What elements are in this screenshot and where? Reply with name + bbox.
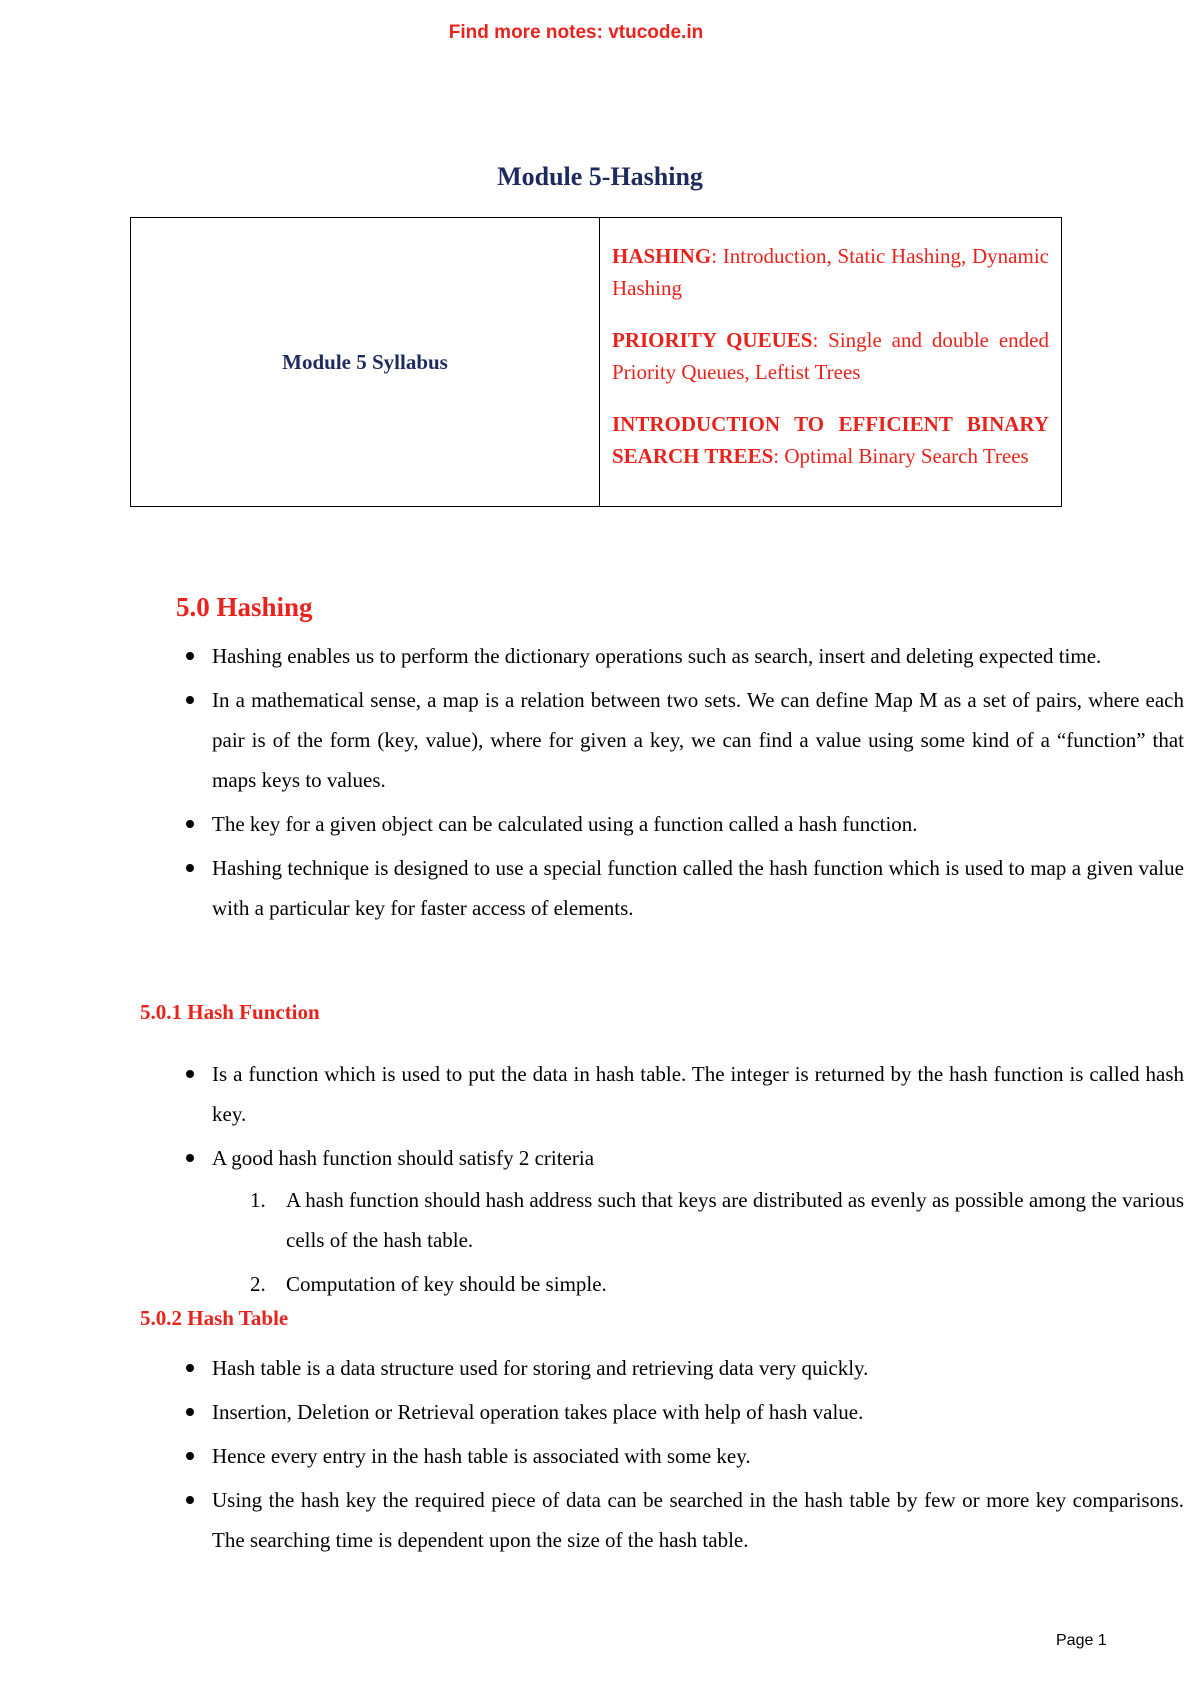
bullet-icon	[186, 1496, 194, 1504]
list-item-text: The key for a given object can be calculated using a function called a hash function.	[212, 812, 918, 836]
bullet-icon	[186, 1154, 194, 1162]
list-item-text: Hash table is a data structure used for storing and retrieving data very quickly.	[212, 1356, 869, 1380]
list-item	[212, 848, 1184, 928]
bullet-icon	[186, 652, 194, 660]
hashing-bullet-list	[212, 636, 1184, 932]
list-item	[212, 1138, 1184, 1178]
list-item-text: Hashing technique is designed to use a special function called the hash function which is used to map a given value with a particular key for faster access of elements.	[212, 856, 1184, 920]
list-item-text: Hence every entry in the hash table is associated with some key.	[212, 1444, 751, 1468]
list-item	[212, 1436, 1184, 1476]
list-item-text: Using the hash key the required piece of data can be searched in the hash table by few or more key comparisons. The searching time is dependent upon the size of the hash table.	[212, 1488, 1184, 1552]
criteria-numbered-list	[250, 1180, 1184, 1308]
syllabus-entry-head: INTRODUCTION TO EFFICIENT BINARY SEARCH TREES	[612, 412, 1049, 468]
bullet-icon	[186, 864, 194, 872]
bullet-icon	[186, 1408, 194, 1416]
page-title: Module 5-Hashing	[497, 162, 703, 191]
syllabus-entry-head: HASHING	[612, 244, 712, 268]
list-number: 2.	[250, 1272, 266, 1296]
bullet-icon	[186, 820, 194, 828]
list-item-text: Computation of key should be simple.	[286, 1272, 607, 1296]
syllabus-entry	[612, 408, 1049, 472]
list-item	[212, 636, 1184, 676]
syllabus-entry-text: : Single and double ended Priority Queues, Leftist Trees	[612, 328, 1049, 384]
syllabus-entry	[612, 324, 1049, 388]
list-item-text: Insertion, Deletion or Retrieval operation takes place with help of hash value.	[212, 1400, 864, 1424]
list-item	[212, 1054, 1184, 1134]
list-item	[212, 1480, 1184, 1560]
syllabus-label: Module 5 Syllabus	[131, 218, 600, 507]
bullet-icon	[186, 1364, 194, 1372]
list-item-text: Is a function which is used to put the data in hash table. The integer is returned by the hash function is called hash key.	[212, 1062, 1184, 1126]
syllabus-content	[600, 218, 1062, 507]
syllabus-entry-text: : Optimal Binary Search Trees	[773, 444, 1029, 468]
list-number: 1.	[250, 1188, 266, 1212]
page-number: Page 1	[1056, 1632, 1107, 1649]
bullet-icon	[186, 1452, 194, 1460]
bullet-icon	[186, 1070, 194, 1078]
syllabus-table	[130, 217, 1062, 507]
hash-function-bullet-list	[212, 1054, 1184, 1182]
list-item-text: In a mathematical sense, a map is a relation between two sets. We can define Map M as a set of pairs, where each pair is of the form (key, value), where for given a key, we can find a value using some kind of a “function” that maps keys to values.	[212, 688, 1184, 792]
section-heading-hashing: 5.0 Hashing	[176, 592, 313, 622]
list-item-text: A hash function should hash address such that keys are distributed as evenly as possible among the various cells of the hash table.	[286, 1188, 1184, 1252]
syllabus-entry-text: : Introduction, Static Hashing, Dynamic Hashing	[612, 244, 1049, 300]
syllabus-entry	[612, 240, 1049, 304]
list-item	[250, 1180, 1184, 1260]
list-item	[212, 1348, 1184, 1388]
list-item	[250, 1264, 1184, 1304]
list-item-text: Hashing enables us to perform the dictionary operations such as search, insert and deleting expected time.	[212, 644, 1102, 668]
syllabus-entry-head: PRIORITY QUEUES	[612, 328, 813, 352]
list-item	[212, 1392, 1184, 1432]
list-item	[212, 680, 1184, 800]
header-banner: Find more notes: vtucode.in	[448, 22, 704, 43]
list-item-text: A good hash function should satisfy 2 criteria	[212, 1146, 595, 1170]
section-heading-hash-function: 5.0.1 Hash Function	[140, 1000, 320, 1024]
hash-table-bullet-list	[212, 1348, 1184, 1564]
list-item	[212, 804, 1184, 844]
section-heading-hash-table: 5.0.2 Hash Table	[140, 1306, 289, 1330]
bullet-icon	[186, 696, 194, 704]
